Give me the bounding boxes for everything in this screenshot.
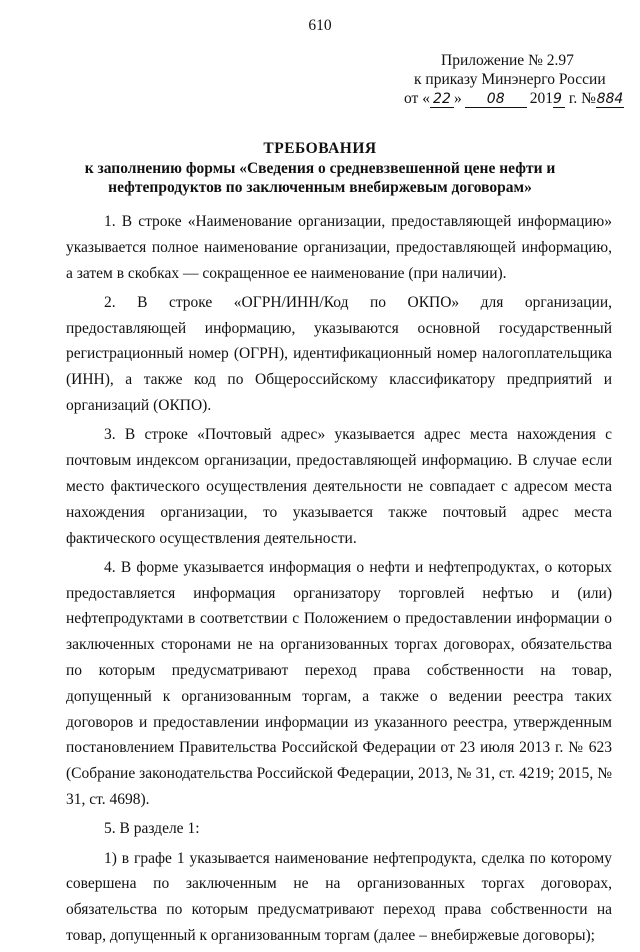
- date-day-close: »: [453, 90, 462, 107]
- appendix-header: [404, 51, 624, 108]
- page-number: 610: [308, 17, 332, 34]
- title-subtitle-line2: нефтепродуктов по заключенным внебиржевым договорам»: [108, 179, 532, 196]
- date-from-prefix: от «: [404, 90, 430, 107]
- date-year-prefix: 201: [529, 90, 553, 107]
- paragraph-6: 1) в графе 1 указывается наименование нефтепродукта, сделка по которому совершена по заключенным не на организованных торгах договорах, обязательства по которым предусматривают переход права собственности на товар, допущенный к организованным торгам (далее – внебиржевые договоры);: [66, 849, 612, 945]
- handwritten-order-number: 884: [596, 91, 624, 107]
- title-heading: ТРЕБОВАНИЯ: [263, 140, 377, 157]
- paragraph-3: 3. В строке «Почтовый адрес» указывается адрес места нахождения с почтовым индексом организации, предоставляющей информацию. В случае если место фактического осуществления деятельности не совпадает с адресом места нахождения организации, то указывается также почтовый адрес места фактического осуществления деятельности.: [66, 426, 612, 547]
- handwritten-year-digit: 9: [553, 91, 565, 108]
- handwritten-month: 08: [465, 91, 527, 108]
- appendix-number: Приложение № 2.97: [441, 52, 574, 69]
- paragraph-5: 5. В разделе 1:: [104, 820, 200, 838]
- document-title: [0, 139, 640, 198]
- paragraph-2: 2. В строке «ОГРН/ИНН/Код по ОКПО» для организации, предоставляющей информацию, указываются основной государственный регистрационный номер (ОГРН), идентификационный номер налогоплательщика (ИНН), а также код по Общероссийскому классификатору предприятий и организаций (ОКПО).: [66, 293, 612, 415]
- paragraph-1: 1. В строке «Наименование организации, предоставляющей информацию» указывается полное наименование организации, предоставляющей информацию, а затем в скобках — сокращенное ее наименование (при наличии).: [66, 213, 612, 282]
- appendix-date-line: [404, 89, 624, 108]
- title-subtitle-line1: к заполнению формы «Сведения о средневзвешенной цене нефти и: [84, 159, 556, 177]
- appendix-order-reference: к приказу Минэнерго России: [414, 71, 606, 88]
- handwritten-day: 22: [430, 91, 454, 108]
- paragraph-4: 4. В форме указывается информация о нефти и нефтепродуктах, о которых предоставляется информация организатору торговлей нефтью и (или) нефтепродуктами в соответствии с Положением о предоставлении информации о заключенных сторонами не на организованных торгах договорах, обязательства по которым предусматривают переход права собственности на товар, допущенный к организованным торгам, а также о ведении реестра таких договоров и предоставлении информации из указанного реестра, утвержденным постановлением Правительства Российской Федерации от 23 июля 2013 г. № 623 (Собрание законодательства Российской Федерации, 2013, № 31, ст. 4219; 2015, № 31, ст. 4698).: [66, 558, 612, 809]
- order-number-prefix: г. №: [564, 90, 596, 107]
- document-body: [66, 209, 612, 952]
